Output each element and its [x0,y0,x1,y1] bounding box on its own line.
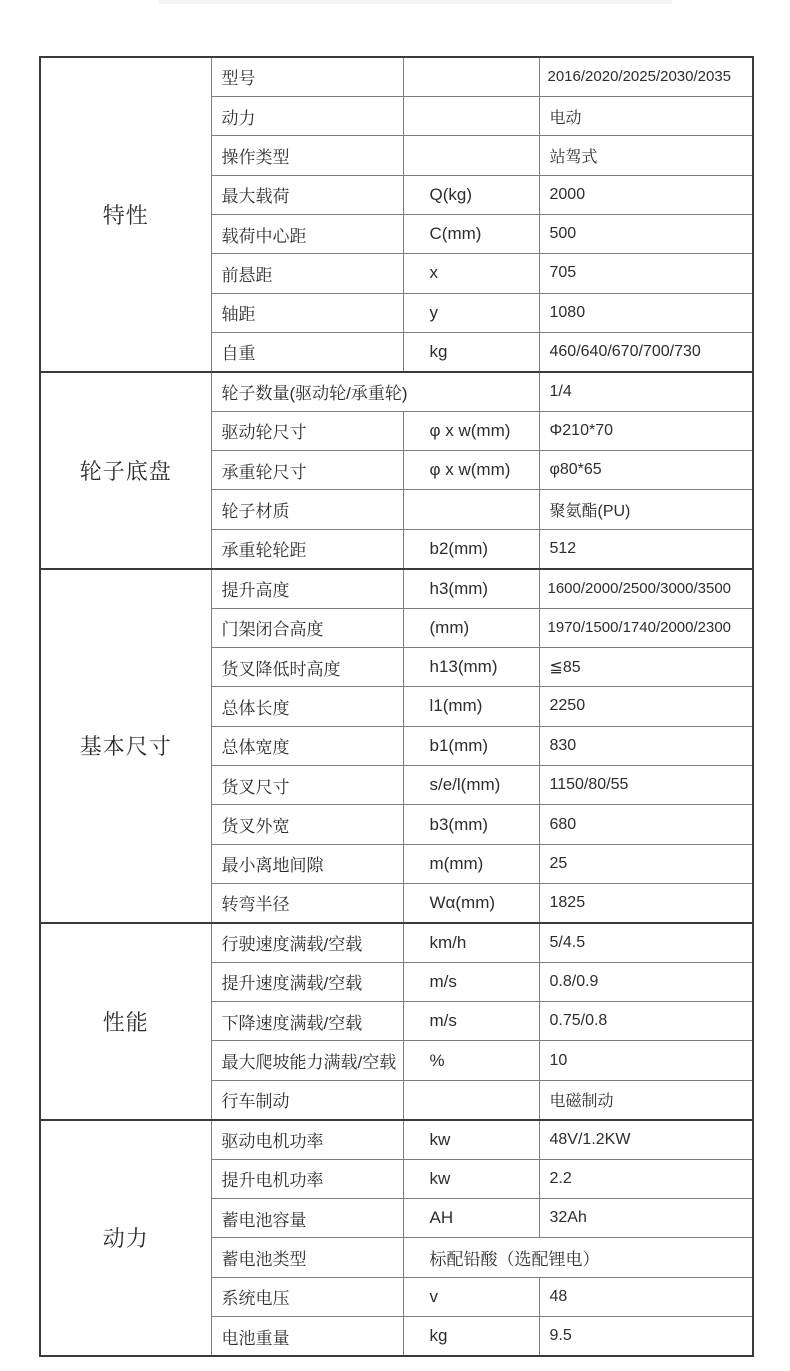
param-value: 1080 [539,293,753,332]
param-value: 1825 [539,884,753,923]
spec-table-body [40,57,753,1356]
param-name: 最小离地间隙 [211,844,403,883]
param-name: 提升高度 [211,569,403,608]
param-name: 载荷中心距 [211,214,403,253]
param-name: 自重 [211,333,403,372]
param-name: 电池重量 [211,1317,403,1357]
param-symbol [403,57,539,96]
param-value: 48 [539,1277,753,1316]
param-name: 型号 [211,57,403,96]
section-label: 基本尺寸 [40,569,211,923]
section-label: 轮子底盘 [40,372,211,569]
param-symbol: AH [403,1198,539,1237]
param-value: 1/4 [539,372,753,411]
param-symbol: kg [403,1317,539,1357]
table-row [40,923,753,962]
param-value: 1600/2000/2500/3000/3500 [539,569,753,608]
top-edge-artifact [158,0,672,4]
param-symbol: kw [403,1120,539,1159]
param-name: 转弯半径 [211,884,403,923]
spec-table [39,56,754,1357]
param-name: 动力 [211,96,403,135]
param-symbol: kg [403,333,539,372]
param-name: 提升速度满载/空载 [211,962,403,1001]
table-row [40,1120,753,1159]
param-symbol: Wα(mm) [403,884,539,923]
param-name: 提升电机功率 [211,1159,403,1198]
param-value: 聚氨酯(PU) [539,490,753,529]
param-name: 蓄电池容量 [211,1198,403,1237]
param-symbol: φ x w(mm) [403,451,539,490]
param-value: 0.75/0.8 [539,1002,753,1041]
param-name: 货叉降低时高度 [211,647,403,686]
param-value: 460/640/670/700/730 [539,333,753,372]
param-name: 承重轮尺寸 [211,451,403,490]
param-name: 驱动轮尺寸 [211,411,403,450]
param-value: 标配铅酸（选配锂电） [403,1238,753,1277]
param-value: 500 [539,214,753,253]
param-value: 电动 [539,96,753,135]
param-symbol: m(mm) [403,844,539,883]
param-value: 9.5 [539,1317,753,1357]
table-row [40,372,753,411]
param-symbol: km/h [403,923,539,962]
param-name: 最大爬坡能力满载/空载 [211,1041,403,1080]
param-name: 门架闭合高度 [211,608,403,647]
param-name: 承重轮轮距 [211,529,403,568]
param-value: 0.8/0.9 [539,962,753,1001]
param-value: φ80*65 [539,451,753,490]
param-value: 512 [539,529,753,568]
param-value: 1970/1500/1740/2000/2300 [539,608,753,647]
param-symbol: b3(mm) [403,805,539,844]
param-value: 2000 [539,175,753,214]
param-value: 2016/2020/2025/2030/2035 [539,57,753,96]
param-name: 驱动电机功率 [211,1120,403,1159]
param-name: 行车制动 [211,1080,403,1119]
param-value: 705 [539,254,753,293]
param-symbol: b2(mm) [403,529,539,568]
param-value: 电磁制动 [539,1080,753,1119]
param-symbol: b1(mm) [403,726,539,765]
param-symbol: kw [403,1159,539,1198]
section-label: 特性 [40,57,211,372]
param-name: 蓄电池类型 [211,1238,403,1277]
param-name: 轴距 [211,293,403,332]
param-name: 总体宽度 [211,726,403,765]
param-value: 25 [539,844,753,883]
param-name: 下降速度满载/空载 [211,1002,403,1041]
param-name: 货叉尺寸 [211,765,403,804]
section-label: 性能 [40,923,211,1120]
param-symbol: m/s [403,962,539,1001]
param-symbol: h13(mm) [403,647,539,686]
param-name: 轮子数量(驱动轮/承重轮) [211,372,539,411]
param-symbol: C(mm) [403,214,539,253]
param-name: 货叉外宽 [211,805,403,844]
param-value: 10 [539,1041,753,1080]
param-symbol: m/s [403,1002,539,1041]
param-symbol: l1(mm) [403,687,539,726]
param-value: 2250 [539,687,753,726]
param-value: 2.2 [539,1159,753,1198]
param-symbol: v [403,1277,539,1316]
param-symbol: φ x w(mm) [403,411,539,450]
param-value: Φ210*70 [539,411,753,450]
param-value: 32Ah [539,1198,753,1237]
param-value: 48V/1.2KW [539,1120,753,1159]
param-symbol: (mm) [403,608,539,647]
param-symbol [403,490,539,529]
param-value: 680 [539,805,753,844]
param-name: 行驶速度满载/空载 [211,923,403,962]
param-symbol [403,136,539,175]
param-name: 前悬距 [211,254,403,293]
param-value: 830 [539,726,753,765]
table-row [40,569,753,608]
param-value: 5/4.5 [539,923,753,962]
param-name: 最大载荷 [211,175,403,214]
param-symbol [403,96,539,135]
param-name: 总体长度 [211,687,403,726]
table-row [40,57,753,96]
param-symbol [403,1080,539,1119]
section-label: 动力 [40,1120,211,1356]
param-name: 系统电压 [211,1277,403,1316]
param-symbol: h3(mm) [403,569,539,608]
param-name: 轮子材质 [211,490,403,529]
param-symbol: s/e/l(mm) [403,765,539,804]
param-value: 1150/80/55 [539,765,753,804]
param-symbol: % [403,1041,539,1080]
param-symbol: Q(kg) [403,175,539,214]
param-symbol: x [403,254,539,293]
param-symbol: y [403,293,539,332]
param-value: ≦85 [539,647,753,686]
param-value: 站驾式 [539,136,753,175]
param-name: 操作类型 [211,136,403,175]
